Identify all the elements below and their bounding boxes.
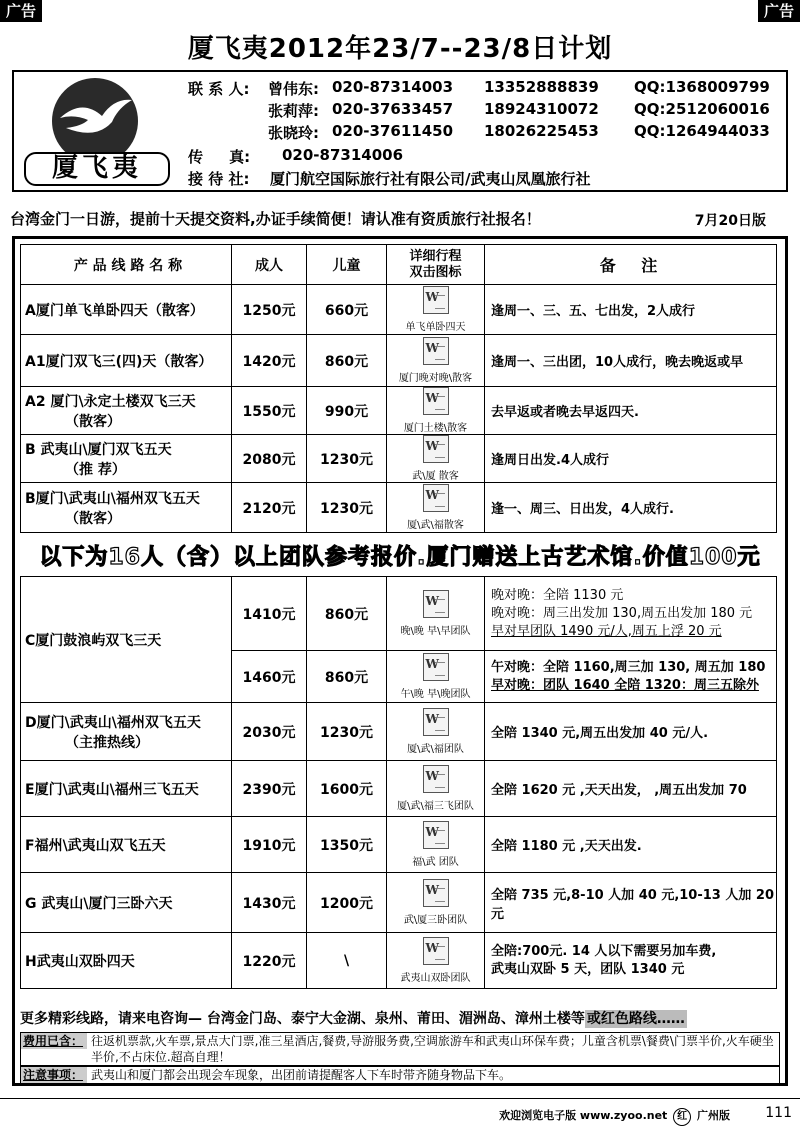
route-name [21, 387, 232, 435]
word-doc-icon[interactable]: W [423, 879, 449, 907]
header-route: 产 品 线 路 名 称 [21, 245, 232, 285]
agency-label: 接 待 社: [188, 170, 250, 188]
child-price: 1230元 [307, 435, 387, 483]
group-banner: 以下为16人（含）以上团队参考报价.厦门赠送上古艺术馆.价值100元 [39, 545, 761, 570]
contact-box [12, 70, 788, 192]
doc-label: 武\厦 散客 [412, 471, 459, 482]
route-name [21, 483, 232, 533]
route-name: E厦门\武夷山\福州三飞五天 [21, 761, 232, 817]
more-lines [20, 1008, 687, 1028]
doc-label: 厦\武\福三飞团队 [397, 801, 474, 812]
remark: 全陪 1180 元 ,天天出发. [485, 817, 777, 873]
route-line-2: （推 荐） [65, 461, 126, 478]
note-label: 注意事项： [21, 1067, 87, 1083]
contact-mobile-1: 13352888839 [484, 78, 599, 96]
child-price: 1350元 [307, 817, 387, 873]
itinerary-doc[interactable] [387, 577, 485, 651]
adult-price: 1220元 [232, 933, 307, 989]
logo [24, 76, 174, 188]
table-row [21, 703, 777, 761]
doc-label: 武夷山双卧团队 [400, 973, 471, 984]
header-child: 儿童 [307, 245, 387, 285]
footer-text [499, 1107, 730, 1126]
header-remark: 备 注 [485, 245, 777, 285]
child-price: 860元 [307, 651, 387, 703]
itinerary-doc[interactable] [387, 435, 485, 483]
contact-tel-3: 020-37611450 [332, 122, 454, 140]
route-name: C厦门鼓浪屿双飞三天 [21, 577, 232, 703]
doc-label: 厦门土楼\散客 [403, 423, 468, 434]
contact-tel-2: 020-37633457 [332, 100, 454, 118]
table-row [21, 873, 777, 933]
contact-name-3: 张晓玲: [268, 124, 319, 142]
word-doc-icon[interactable]: W [423, 937, 449, 965]
note-text: 武夷山和厦门都会出现会车现象，出团前请提醒客人下车时带齐随身物品下车。 [91, 1068, 512, 1082]
table-row [21, 435, 777, 483]
itinerary-doc[interactable] [387, 933, 485, 989]
logo-text: 厦飞夷 [24, 152, 170, 186]
itinerary-doc[interactable] [387, 761, 485, 817]
contact-label: 联 系 人: [188, 80, 250, 98]
table-row [21, 817, 777, 873]
child-price: 660元 [307, 285, 387, 335]
route-line-1: B 武夷山\厦门双飞五天 [25, 441, 172, 458]
itinerary-doc[interactable] [387, 285, 485, 335]
remark: 全陪 1620 元 ,天天出发， ,周五出发加 70 [485, 761, 777, 817]
adult-price: 1550元 [232, 387, 307, 435]
agency-name: 厦门航空国际旅行社有限公司/武夷山凤凰旅行社 [270, 170, 591, 188]
table-row [21, 285, 777, 335]
remark: 全陪 735 元,8-10 人加 40 元,10-13 人加 20 元 [485, 873, 777, 933]
word-doc-icon[interactable]: W [423, 387, 449, 415]
contact-qq-1: QQ:1368009799 [634, 78, 770, 96]
remark-line: 早对早团队 1490 元/人,周五上浮 20 元 [491, 623, 722, 639]
remark: 逢周一、三出团，10人成行，晚去晚返或早 [485, 335, 777, 387]
doc-label: 福\武 团队 [412, 857, 459, 868]
ad-tag-right: 广告 [758, 0, 800, 22]
route-line-1: A2 厦门\永定土楼双飞三天 [25, 393, 196, 410]
table-row [21, 577, 777, 651]
edition-label: 7月20日版 [694, 213, 766, 229]
fee-text: 往返机票款,火车票,景点大门票,准三星酒店,餐费,导游服务费,空调旅游车和武夷山环保车费；儿童含机票\餐费\门票半价,火车硬坐半价,不占床位.超高自理！ [91, 1034, 774, 1064]
table-row [21, 761, 777, 817]
note-row [21, 1067, 779, 1083]
contact-mobile-3: 18026225453 [484, 122, 599, 140]
word-doc-icon[interactable]: W [423, 435, 449, 463]
doc-label: 武\厦三卧团队 [403, 915, 468, 926]
doc-label: 厦门晚对晚\散客 [398, 373, 473, 384]
contact-qq-2: QQ:2512060016 [634, 100, 770, 118]
route-name [21, 703, 232, 761]
doc-label: 厦\武\福散客 [407, 520, 464, 531]
note-box [20, 1066, 780, 1084]
route-line-2: （主推热线） [65, 734, 149, 751]
remark-line: 午对晚：全陪 1160,周三加 130, 周五加 180 [491, 659, 766, 675]
header-adult: 成人 [232, 245, 307, 285]
remark: 全陪 1340 元,周五出发加 40 元/人. [485, 703, 777, 761]
word-doc-icon[interactable]: W [423, 337, 449, 365]
remark: 逢周日出发.4人成行 [485, 435, 777, 483]
table-row [21, 335, 777, 387]
adult-price: 2080元 [232, 435, 307, 483]
ad-tag-left: 广告 [0, 0, 42, 22]
child-price: \ [307, 933, 387, 989]
adult-price: 2120元 [232, 483, 307, 533]
table-header-row [21, 245, 777, 285]
contact-name-1: 曾伟东: [268, 80, 319, 98]
route-table-bottom [20, 576, 777, 989]
more-lines-text: 更多精彩线路，请来电咨询— 台湾金门岛、泰宁大金湖、泉州、莆田、湄洲岛、漳州土楼等 [20, 1011, 585, 1027]
notice-text: 台湾金门一日游，提前十天提交资料,办证手续简便！请认准有资质旅行社报名！ [10, 210, 541, 228]
child-price: 1230元 [307, 483, 387, 533]
fax-number: 020-87314006 [282, 146, 404, 164]
route-name: G 武夷山\厦门三卧六天 [21, 873, 232, 933]
route-name: H武夷山双卧四天 [21, 933, 232, 989]
itinerary-doc[interactable] [387, 873, 485, 933]
adult-price: 2030元 [232, 703, 307, 761]
table-row [21, 933, 777, 989]
itinerary-doc[interactable] [387, 387, 485, 435]
child-price: 1230元 [307, 703, 387, 761]
remark-line: 早对晚：团队 1640 全陪 1320：周三五除外 [491, 677, 759, 693]
footer-edition: 广州版 [697, 1109, 730, 1122]
adult-price: 1250元 [232, 285, 307, 335]
doc-label: 午\晚 早\晚团队 [400, 689, 471, 700]
doc-label: 晚\晚 早\早团队 [400, 626, 471, 637]
remark: 逢一、周三、日出发，4人成行. [485, 483, 777, 533]
route-line-1: D厦门\武夷山\福州双飞五天 [25, 714, 201, 731]
remark [485, 651, 777, 703]
word-doc-icon[interactable]: W [423, 708, 449, 736]
route-name: A1厦门双飞三(四)天（散客） [21, 335, 232, 387]
adult-price: 1460元 [232, 651, 307, 703]
route-line-2: （散客） [65, 413, 121, 430]
footer-site[interactable]: 欢迎浏览电子版 www.zyoo.net [499, 1109, 668, 1122]
remark-line: 晚对晚：周三出发加 130,周五出发加 180 元 [491, 605, 753, 621]
child-price: 860元 [307, 577, 387, 651]
adult-price: 2390元 [232, 761, 307, 817]
word-doc-icon[interactable]: W [423, 286, 449, 314]
word-doc-icon[interactable]: W [423, 821, 449, 849]
route-table-top [20, 244, 777, 533]
route-line-2: （散客） [65, 510, 121, 527]
fee-row [21, 1033, 779, 1065]
word-doc-icon[interactable]: W [423, 590, 449, 618]
remark: 去早返或者晚去早返四天. [485, 387, 777, 435]
fax-label: 传 真: [188, 148, 251, 166]
remark [485, 577, 777, 651]
more-lines-highlight: 或红色路线…… [586, 1011, 685, 1027]
page-number: 111 [765, 1105, 792, 1121]
word-doc-icon[interactable]: W [423, 653, 449, 681]
child-price: 1600元 [307, 761, 387, 817]
table-row [21, 483, 777, 533]
table-row [21, 387, 777, 435]
itinerary-doc[interactable] [387, 651, 485, 703]
fee-label: 费用已含： [21, 1033, 87, 1049]
itinerary-doc[interactable] [387, 335, 485, 387]
route-name [21, 435, 232, 483]
adult-price: 1910元 [232, 817, 307, 873]
word-doc-icon[interactable]: W [423, 765, 449, 793]
route-name: F福州\武夷山双飞五天 [21, 817, 232, 873]
footer [0, 1098, 800, 1126]
child-price: 1200元 [307, 873, 387, 933]
contact-qq-3: QQ:1264944033 [634, 122, 770, 140]
hong-logo-icon: 红 [673, 1108, 691, 1126]
remark-line: 晚对晚：全陪 1130 元 [491, 587, 624, 603]
doc-label: 厦\武\福团队 [407, 744, 464, 755]
word-doc-icon[interactable]: W [423, 484, 449, 512]
route-name: A厦门单飞单卧四天（散客） [21, 285, 232, 335]
itinerary-doc[interactable] [387, 817, 485, 873]
remark: 全陪:700元. 14 人以下需要另加车费, 武夷山双卧 5 天，团队 1340 元 [485, 933, 777, 989]
itinerary-doc[interactable] [387, 483, 485, 533]
route-line-1: B厦门\武夷山\福州双飞五天 [25, 490, 200, 507]
contact-mobile-2: 18924310072 [484, 100, 599, 118]
child-price: 990元 [307, 387, 387, 435]
page-title: 厦飞夷2012年23/7--23/8日计划 [187, 34, 613, 64]
contact-name-2: 张莉萍: [268, 102, 319, 120]
itinerary-doc[interactable] [387, 703, 485, 761]
fee-box [20, 1032, 780, 1066]
adult-price: 1430元 [232, 873, 307, 933]
adult-price: 1420元 [232, 335, 307, 387]
remark: 逢周一、三、五、七出发，2人成行 [485, 285, 777, 335]
adult-price: 1410元 [232, 577, 307, 651]
contact-tel-1: 020-87314003 [332, 78, 454, 96]
header-detail: 详细行程 双击图标 [387, 245, 485, 285]
doc-label: 单飞单卧四天 [405, 322, 466, 333]
child-price: 860元 [307, 335, 387, 387]
